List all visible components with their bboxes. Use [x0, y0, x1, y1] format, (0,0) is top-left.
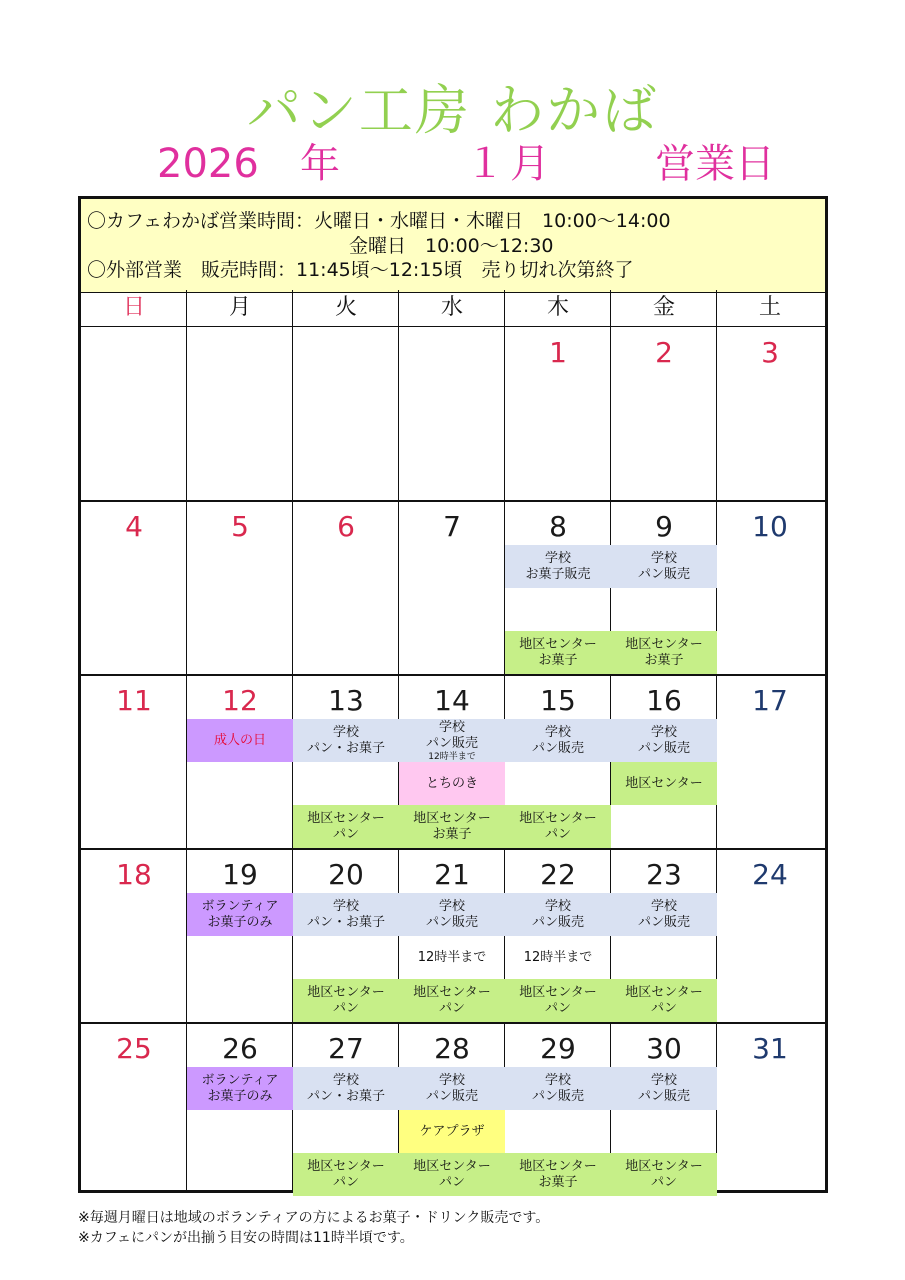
community-center-event: [505, 979, 611, 1022]
day-cell: [717, 675, 823, 848]
community-center-event: [293, 1153, 399, 1196]
day-number: 10: [752, 510, 788, 543]
event-text: 学校: [544, 898, 571, 914]
event-text: 地区センター: [625, 775, 703, 791]
day-cell: [399, 849, 505, 1022]
event-text: パン販売: [637, 740, 690, 756]
day-cell: [505, 1023, 611, 1196]
year-unit: 年: [300, 141, 340, 187]
holiday-event: [187, 893, 293, 936]
event-text: お菓子: [432, 826, 472, 842]
event-text: 学校: [332, 898, 359, 914]
day-cell: [187, 675, 293, 848]
day-number: 25: [116, 1032, 152, 1065]
event-text: お菓子販売: [525, 566, 591, 582]
community-center-event: [505, 805, 611, 848]
event-text: 学校: [438, 898, 465, 914]
day-cell: [717, 849, 823, 1022]
event-text: ボランティア: [201, 1072, 279, 1088]
school-event: [399, 1067, 505, 1110]
event-text: 学校: [544, 1072, 571, 1088]
event-text: お菓子: [538, 652, 578, 668]
day-number: 2: [655, 336, 673, 369]
school-event: [293, 719, 399, 762]
day-cell: [81, 1023, 187, 1196]
event-text: 地区センター: [307, 984, 385, 1000]
community-center-event: [505, 631, 611, 674]
day-number: 13: [328, 684, 364, 717]
event-text: パン: [332, 1000, 359, 1016]
day-cell: [293, 1023, 399, 1196]
event-text: パン販売: [425, 1088, 478, 1104]
day-cell: [717, 327, 823, 500]
day-cell: [399, 327, 505, 500]
day-number: 6: [337, 510, 355, 543]
day-cell: [611, 675, 717, 848]
event-text: とちのき: [425, 775, 478, 791]
event-text: 地区センター: [307, 810, 385, 826]
event-text: 学校: [332, 1072, 359, 1088]
weekday-header: 土: [758, 295, 781, 320]
footnotes: [78, 1208, 549, 1248]
event-text: パン: [332, 1174, 359, 1190]
event-text: パン販売: [531, 1088, 584, 1104]
day-number: 23: [646, 858, 682, 891]
day-number: 22: [540, 858, 576, 891]
day-cell: [187, 849, 293, 1022]
school-event: [399, 893, 505, 936]
day-cell: [81, 675, 187, 848]
month-value: １: [465, 141, 505, 187]
event-text: 地区センター: [307, 1158, 385, 1174]
event-text: 学校: [544, 550, 571, 566]
day-cell: [293, 675, 399, 848]
day-cell: [293, 327, 399, 500]
event-text: パン: [438, 1174, 465, 1190]
day-number: 24: [752, 858, 788, 891]
event-text: 学校: [650, 1072, 677, 1088]
day-cell: [505, 675, 611, 848]
event-text: パン: [332, 826, 359, 842]
school-event: [611, 893, 717, 936]
weekday-header: 日: [122, 295, 145, 320]
event-text: 地区センター: [625, 636, 703, 652]
event-text: パン: [650, 1174, 677, 1190]
day-number: 19: [222, 858, 258, 891]
footnote: ※毎週月曜日は地域のボランティアの方によるお菓子・ドリンク販売です。: [78, 1210, 550, 1226]
extra-event: [505, 936, 611, 979]
school-event: [293, 1067, 399, 1110]
business-days-label: 営業日: [655, 141, 775, 187]
event-text: 学校: [650, 550, 677, 566]
event-text: 学校: [438, 719, 465, 735]
business-hours-box: [78, 196, 828, 293]
event-text: 12時半まで: [417, 949, 487, 965]
event-text: パン販売: [425, 735, 478, 751]
event-text: 地区センター: [413, 984, 491, 1000]
event-text: パン・お菓子: [306, 740, 385, 756]
cafe-hours-line: 〇カフェわかば営業時間：火曜日・水曜日・木曜日 10:00～14:00: [87, 210, 671, 232]
month-unit: 月: [510, 141, 550, 187]
event-text: パン販売: [637, 1088, 690, 1104]
school-event: [505, 1067, 611, 1110]
event-text: パン販売: [637, 566, 690, 582]
community-center-event: [505, 1153, 611, 1196]
day-cell: [611, 327, 717, 500]
day-number: 29: [540, 1032, 576, 1065]
event-text: お菓子のみ: [207, 914, 273, 930]
day-number: 7: [443, 510, 461, 543]
event-text: 12時半まで: [523, 949, 593, 965]
day-number: 4: [125, 510, 143, 543]
event-text: ボランティア: [201, 898, 279, 914]
event-text: 学校: [650, 724, 677, 740]
event-note: 12時半まで: [428, 751, 476, 762]
weekday-header: 金: [652, 295, 675, 320]
community-center-event: [399, 805, 505, 848]
school-event: [505, 545, 611, 588]
school-event: [505, 893, 611, 936]
friday-hours-line: 金曜日 10:00～12:30: [349, 235, 554, 257]
day-cell: [505, 501, 611, 674]
day-number: 9: [655, 510, 673, 543]
day-number: 1: [549, 336, 567, 369]
event-text: パン: [650, 1000, 677, 1016]
event-text: 地区センター: [625, 984, 703, 1000]
day-number: 26: [222, 1032, 258, 1065]
community-center-event: [611, 1153, 717, 1196]
day-cell: [399, 675, 505, 848]
weekday-header: 水: [440, 295, 463, 320]
event-text: 学校: [438, 1072, 465, 1088]
event-text: 地区センター: [519, 636, 597, 652]
day-number: 16: [646, 684, 682, 717]
day-number: 20: [328, 858, 364, 891]
outside-sales-line: 〇外部営業 販売時間：11:45頃～12:15頃 売り切れ次第終了: [87, 259, 634, 281]
day-cell: [81, 501, 187, 674]
event-text: パン: [544, 1000, 571, 1016]
day-cell: [611, 501, 717, 674]
community-center-event: [293, 805, 399, 848]
event-text: 学校: [332, 724, 359, 740]
event-text: パン販売: [531, 914, 584, 930]
day-cell: [293, 501, 399, 674]
day-cell: [399, 1023, 505, 1196]
event-text: 成人の日: [213, 732, 266, 748]
day-number: 28: [434, 1032, 470, 1065]
event-text: 地区センター: [519, 984, 597, 1000]
event-text: 地区センター: [413, 810, 491, 826]
day-cell: [717, 501, 823, 674]
day-number: 3: [761, 336, 779, 369]
event-text: 地区センター: [519, 1158, 597, 1174]
day-cell: [81, 327, 187, 500]
shop-title: パン工房 わかば: [246, 79, 659, 142]
day-number: 14: [434, 684, 470, 717]
community-center-event: [611, 979, 717, 1022]
day-cell: [611, 1023, 717, 1196]
event-text: パン・お菓子: [306, 914, 385, 930]
day-number: 18: [116, 858, 152, 891]
weekday-header: 月: [228, 295, 251, 320]
day-number: 21: [434, 858, 470, 891]
day-number: 30: [646, 1032, 682, 1065]
day-number: 31: [752, 1032, 788, 1065]
event-text: 地区センター: [413, 1158, 491, 1174]
event-text: 地区センター: [625, 1158, 703, 1174]
school-event: [293, 893, 399, 936]
day-number: 27: [328, 1032, 364, 1065]
event-text: パン: [544, 826, 571, 842]
school-event: [611, 545, 717, 588]
event-text: お菓子のみ: [207, 1088, 273, 1104]
weekday-header: 火: [334, 295, 357, 320]
day-cell: [81, 849, 187, 1022]
day-cell: [187, 327, 293, 500]
holiday-event: [187, 1067, 293, 1110]
day-cell: [187, 1023, 293, 1196]
day-number: 8: [549, 510, 567, 543]
extra-event: [399, 1110, 505, 1153]
holiday-event: [187, 719, 293, 762]
event-text: パン販売: [531, 740, 584, 756]
day-cell: [399, 501, 505, 674]
event-text: パン: [438, 1000, 465, 1016]
calendar-grid: [78, 290, 828, 1193]
extra-event: [399, 762, 505, 805]
event-text: お菓子: [644, 652, 684, 668]
extra-event: [611, 762, 717, 805]
day-cell: [505, 849, 611, 1022]
school-event: [611, 1067, 717, 1110]
extra-event: [399, 936, 505, 979]
day-number: 17: [752, 684, 788, 717]
event-text: パン販売: [637, 914, 690, 930]
event-text: パン・お菓子: [306, 1088, 385, 1104]
day-cell: [293, 849, 399, 1022]
event-text: 地区センター: [519, 810, 597, 826]
community-center-event: [611, 631, 717, 674]
weekday-header: 木: [546, 295, 569, 320]
event-text: お菓子: [538, 1174, 578, 1190]
school-event: [505, 719, 611, 762]
community-center-event: [399, 1153, 505, 1196]
community-center-event: [399, 979, 505, 1022]
event-text: 学校: [544, 724, 571, 740]
month-heading: [0, 136, 905, 196]
day-cell: [505, 327, 611, 500]
year-value: 2026: [157, 141, 259, 187]
day-cell: [611, 849, 717, 1022]
day-number: 15: [540, 684, 576, 717]
event-text: 学校: [650, 898, 677, 914]
day-cell: [187, 501, 293, 674]
school-event: [399, 719, 505, 762]
day-number: 5: [231, 510, 249, 543]
day-cell: [717, 1023, 823, 1196]
day-number: 12: [222, 684, 258, 717]
footnote: ※カフェにパンが出揃う目安の時間は11時半頃です。: [78, 1230, 414, 1246]
school-event: [611, 719, 717, 762]
community-center-event: [293, 979, 399, 1022]
event-text: パン販売: [425, 914, 478, 930]
event-text: ケアプラザ: [419, 1123, 485, 1139]
day-number: 11: [116, 684, 152, 717]
